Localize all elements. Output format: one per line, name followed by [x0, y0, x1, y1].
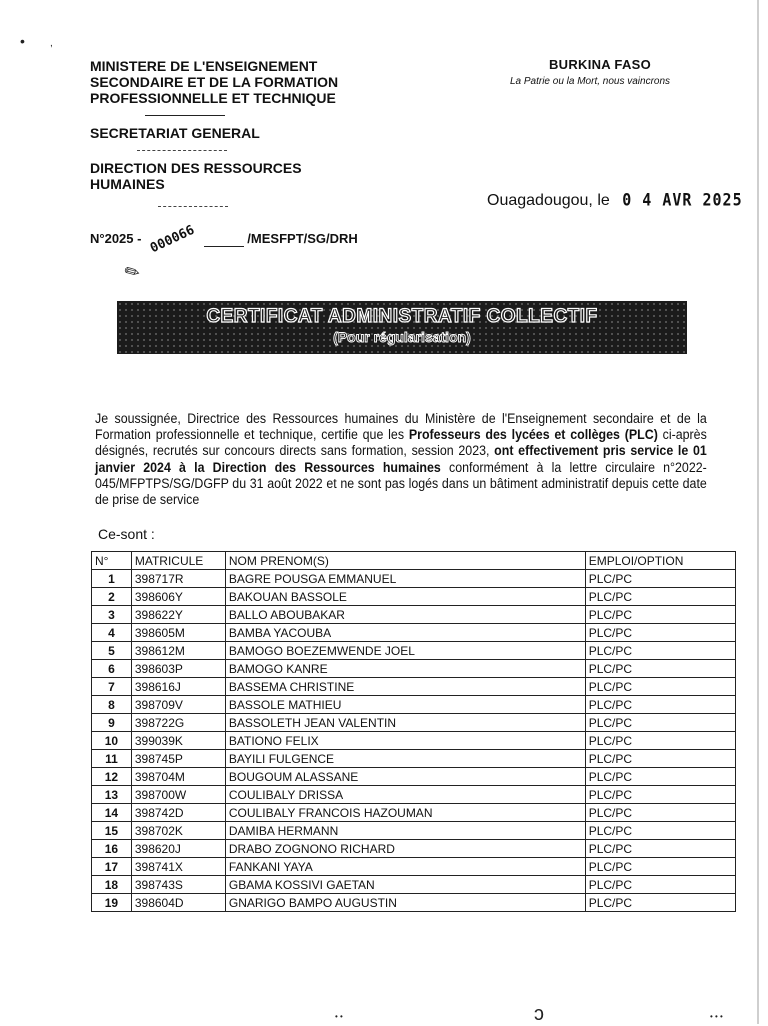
row-number: 5	[92, 642, 132, 660]
paragraph-text: ci-après désignés, recrutés sur concours directs sans formation, session 2023,	[95, 427, 707, 459]
row-matricule: 398717R	[131, 570, 225, 588]
column-header: NOM PRENOM(S)	[225, 552, 585, 570]
separator	[145, 115, 225, 116]
separator	[158, 206, 228, 207]
personnel-table	[91, 551, 736, 912]
row-emploi: PLC/PC	[585, 696, 735, 714]
table-row	[92, 768, 736, 786]
table-row	[92, 606, 736, 624]
row-emploi: PLC/PC	[585, 768, 735, 786]
country-block	[500, 57, 700, 87]
date-prefix: Ouagadougou, le	[487, 192, 610, 209]
row-emploi: PLC/PC	[585, 786, 735, 804]
column-header: EMPLOI/OPTION	[585, 552, 735, 570]
row-matricule: 398722G	[131, 714, 225, 732]
paragraph-text: conformément à la lettre circulaire n°2022-045/MFPTPS/SG/DGFP du 31 août 2022 et ne sont pas logés dans un bâtiment administratif depuis cette date de prise de service	[95, 459, 707, 508]
date-line	[487, 191, 743, 210]
table-row	[92, 588, 736, 606]
secretariat-heading: SECRETARIAT GENERAL	[90, 125, 260, 141]
ref-underline	[204, 246, 244, 247]
ref-suffix: /MESFPT/SG/DRH	[247, 231, 358, 246]
table-row	[92, 660, 736, 678]
country-name: BURKINA FASO	[548, 57, 652, 72]
table-row	[92, 894, 736, 912]
direction-line: DIRECTION DES RESSOURCES	[90, 160, 302, 176]
row-emploi: PLC/PC	[585, 624, 735, 642]
row-number: 4	[92, 624, 132, 642]
country-motto: La Patrie ou la Mort, nous vaincrons	[509, 76, 671, 87]
row-emploi: PLC/PC	[585, 588, 735, 606]
row-number: 18	[92, 876, 132, 894]
row-number: 7	[92, 678, 132, 696]
row-matricule: 398742D	[131, 804, 225, 822]
row-matricule: 398700W	[131, 786, 225, 804]
row-matricule: 398709V	[131, 696, 225, 714]
table-header-row	[92, 552, 736, 570]
row-name: COULIBALY DRISSA	[225, 786, 585, 804]
row-number: 17	[92, 858, 132, 876]
row-matricule: 398743S	[131, 876, 225, 894]
row-matricule: 399039K	[131, 732, 225, 750]
row-matricule: 398604D	[131, 894, 225, 912]
table-row	[92, 750, 736, 768]
row-name: BASSEMA CHRISTINE	[225, 678, 585, 696]
row-name: BOUGOUM ALASSANE	[225, 768, 585, 786]
scan-speck: • •	[335, 1012, 343, 1021]
row-emploi: PLC/PC	[585, 840, 735, 858]
ministry-line: SECONDAIRE ET DE LA FORMATION	[90, 74, 339, 90]
scan-edge	[757, 0, 759, 1024]
row-name: DRABO ZOGNONO RICHARD	[225, 840, 585, 858]
row-name: BAGRE POUSGA EMMANUEL	[225, 570, 585, 588]
table-row	[92, 822, 736, 840]
row-name: GBAMA KOSSIVI GAETAN	[225, 876, 585, 894]
table-row	[92, 678, 736, 696]
row-emploi: PLC/PC	[585, 678, 735, 696]
row-name: DAMIBA HERMANN	[225, 822, 585, 840]
row-matricule: 398704M	[131, 768, 225, 786]
column-header: N°	[92, 552, 132, 570]
row-number: 12	[92, 768, 132, 786]
row-matricule: 398620J	[131, 840, 225, 858]
row-emploi: PLC/PC	[585, 750, 735, 768]
ministry-heading	[90, 58, 338, 106]
row-emploi: PLC/PC	[585, 858, 735, 876]
row-name: BASSOLETH JEAN VALENTIN	[225, 714, 585, 732]
date-stamp: 0 4 AVR 2025	[622, 189, 743, 211]
row-number: 2	[92, 588, 132, 606]
row-matricule: 398745P	[131, 750, 225, 768]
row-name: BASSOLE MATHIEU	[225, 696, 585, 714]
ref-prefix: N°2025 -	[90, 231, 142, 246]
handwritten-mark: ↄ	[534, 1003, 544, 1025]
table-row	[92, 786, 736, 804]
row-name: BAMBA YACOUBA	[225, 624, 585, 642]
scan-speck: •	[20, 33, 25, 49]
row-number: 6	[92, 660, 132, 678]
row-emploi: PLC/PC	[585, 822, 735, 840]
row-number: 8	[92, 696, 132, 714]
row-emploi: PLC/PC	[585, 876, 735, 894]
direction-heading	[90, 160, 302, 192]
row-emploi: PLC/PC	[585, 642, 735, 660]
row-number: 10	[92, 732, 132, 750]
scan-speck: • • •	[710, 1012, 723, 1021]
row-matricule: 398741X	[131, 858, 225, 876]
paragraph-bold: ont effectivement pris service le 01 janvier 2024 à la Direction des Ressources humaines	[95, 443, 707, 475]
row-name: BAMOGO KANRE	[225, 660, 585, 678]
row-number: 19	[92, 894, 132, 912]
row-emploi: PLC/PC	[585, 714, 735, 732]
row-matricule: 398605M	[131, 624, 225, 642]
row-number: 13	[92, 786, 132, 804]
row-name: FANKANI YAYA	[225, 858, 585, 876]
table-row	[92, 876, 736, 894]
row-emploi: PLC/PC	[585, 732, 735, 750]
row-number: 3	[92, 606, 132, 624]
table-row	[92, 624, 736, 642]
row-name: BAMOGO BOEZEMWENDE JOEL	[225, 642, 585, 660]
row-number: 1	[92, 570, 132, 588]
row-matricule: 398603P	[131, 660, 225, 678]
table-row	[92, 714, 736, 732]
table-row	[92, 570, 736, 588]
row-number: 9	[92, 714, 132, 732]
row-name: COULIBALY FRANCOIS HAZOUMAN	[225, 804, 585, 822]
row-matricule: 398702K	[131, 822, 225, 840]
row-matricule: 398606Y	[131, 588, 225, 606]
row-emploi: PLC/PC	[585, 804, 735, 822]
paragraph-text: Je soussignée, Directrice des Ressources humaines du Ministère de l'Enseignement secondaire et de la Formation professionnelle et technique, certifie que les	[95, 411, 707, 443]
row-matricule: 398622Y	[131, 606, 225, 624]
ministry-line: PROFESSIONNELLE ET TECHNIQUE	[90, 90, 336, 106]
reference-number	[90, 222, 358, 257]
row-matricule: 398616J	[131, 678, 225, 696]
table-row	[92, 732, 736, 750]
scan-speck: ,	[50, 38, 53, 49]
row-number: 15	[92, 822, 132, 840]
handwritten-mark: ✎	[120, 259, 144, 285]
row-number: 11	[92, 750, 132, 768]
table-row	[92, 858, 736, 876]
title-banner	[117, 301, 687, 354]
document-title: CERTIFICAT ADMINISTRATIF COLLECTIF	[206, 306, 598, 327]
list-intro: Ce-sont :	[98, 526, 155, 542]
row-emploi: PLC/PC	[585, 570, 735, 588]
table-row	[92, 840, 736, 858]
table-row	[92, 642, 736, 660]
ministry-line: MINISTERE DE L'ENSEIGNEMENT	[90, 58, 318, 74]
row-emploi: PLC/PC	[585, 606, 735, 624]
document-subtitle: (Pour régularisation)	[333, 329, 471, 345]
row-name: BAYILI FULGENCE	[225, 750, 585, 768]
table-body	[92, 570, 736, 912]
row-emploi: PLC/PC	[585, 660, 735, 678]
column-header: MATRICULE	[131, 552, 225, 570]
row-name: BATIONO FELIX	[225, 732, 585, 750]
table-row	[92, 804, 736, 822]
certification-paragraph	[95, 411, 707, 508]
ref-handwritten-number: 000066	[148, 222, 198, 257]
row-emploi: PLC/PC	[585, 894, 735, 912]
row-number: 16	[92, 840, 132, 858]
table-row	[92, 696, 736, 714]
row-name: GNARIGO BAMPO AUGUSTIN	[225, 894, 585, 912]
row-name: BALLO ABOUBAKAR	[225, 606, 585, 624]
row-matricule: 398612M	[131, 642, 225, 660]
row-name: BAKOUAN BASSOLE	[225, 588, 585, 606]
paragraph-bold: Professeurs des lycées et collèges (PLC)	[408, 427, 658, 443]
separator	[137, 150, 227, 151]
direction-line: HUMAINES	[90, 176, 165, 192]
row-number: 14	[92, 804, 132, 822]
